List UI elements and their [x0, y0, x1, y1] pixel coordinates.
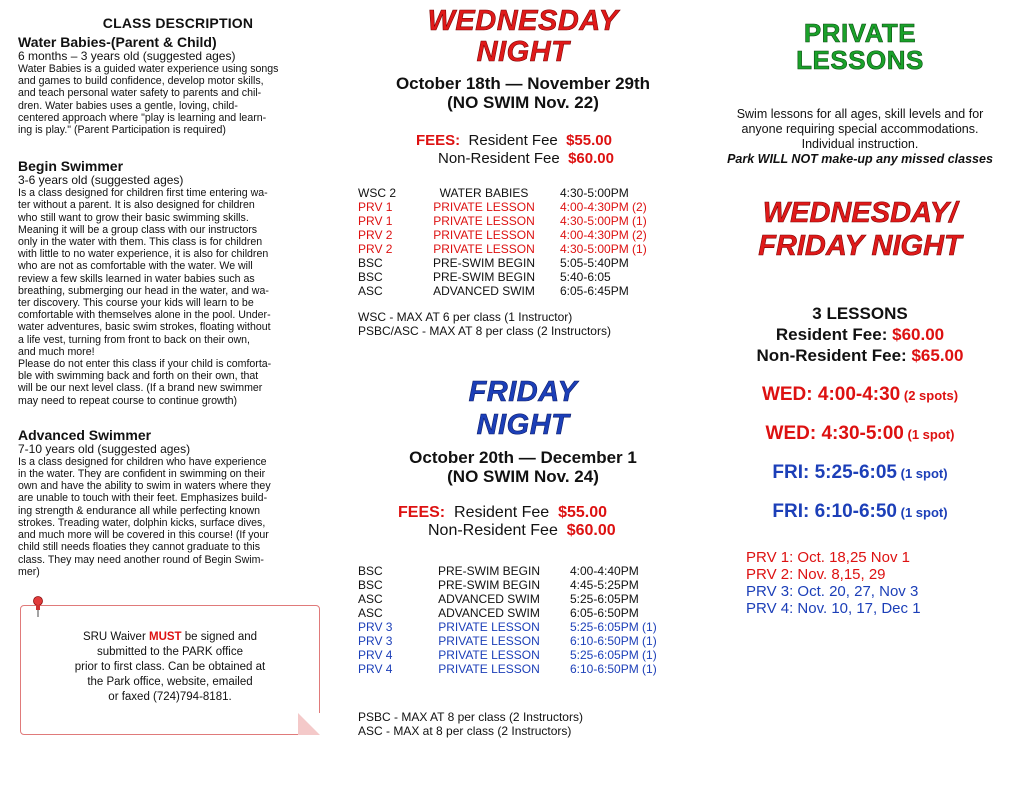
slot-item [700, 384, 1020, 406]
slot-item [700, 462, 1020, 484]
schedule-row [358, 270, 688, 284]
friday-no-swim: (NO SWIM Nov. 24) [447, 467, 599, 486]
wednesday-notes: WSC - MAX AT 6 per class (1 Instructor) PSBC/ASC - MAX AT 8 per class (2 Instructors) [358, 310, 611, 338]
class-name: WATER BABIES [439, 186, 529, 200]
class-name: ADVANCED SWIM [433, 284, 535, 298]
class-code: ASC [358, 606, 383, 620]
class-time: 5:25-6:05PM (1) [570, 620, 657, 634]
slot-time: FRI: 6:10-6:50 [772, 501, 898, 522]
class-name: PRIVATE LESSON [433, 214, 535, 228]
friday-schedule [358, 564, 688, 676]
class-code: BSC [358, 256, 383, 270]
slot-item [700, 501, 1020, 523]
must-emphasis: MUST [148, 631, 182, 643]
class-time: 5:40-6:05 [560, 270, 611, 284]
private-lesson-dates [746, 549, 1020, 617]
water-babies-section [18, 34, 338, 136]
class-name: PRE-SWIM BEGIN [437, 578, 540, 592]
class-time: 6:10-6:50PM (1) [570, 634, 657, 648]
wednesday-schedule [358, 186, 688, 298]
waiver-text: SRU Waiver MUST be signed and submitted to the PARK office prior to first class. Can be obtained at the Park office, website, emailed or faxed (724)794-8181. [74, 631, 266, 703]
slot-spots: (1 spot) [903, 427, 955, 442]
wednesday-fees: FEES: Resident Fee $55.00 Non-Resident Fee $60.00 [416, 132, 614, 167]
class-time: 6:05-6:45PM [560, 284, 629, 298]
section-heading: Begin Swimmer [18, 158, 124, 175]
slot-time: FRI: 5:25-6:05 [772, 462, 898, 483]
class-name: PRE-SWIM BEGIN [432, 270, 535, 284]
schedule-row [358, 634, 688, 648]
class-name: PRIVATE LESSON [438, 662, 540, 676]
class-time: 4:30-5:00PM (1) [560, 214, 647, 228]
private-fees: 3 LESSONS Resident Fee: $60.00 Non-Resident Fee: $65.00 [756, 304, 964, 365]
section-body: Water Babies is a guided water experience using songs and games to build confidence, develop motor skills, and teach personal water safety to parents and chil- dren. Water babies uses a gentle, loving, child- centered approach where "play is learning and learn- ing is play." (Parent Participation is required) [18, 63, 279, 137]
prv-date-line: PRV 2: Nov. 8,15, 29 [746, 566, 886, 583]
wednesday-night-heading: WEDNESDAY NIGHT [427, 5, 619, 68]
class-code: PRV 4 [358, 648, 393, 662]
private-slots [700, 384, 1020, 523]
slot-time: WED: 4:30-5:00 [765, 423, 904, 444]
section-body: Is a class designed for children who have experience in the water. They are confident in swimming on their own and have the ability to swim in waters where they are unable to touch with their feet. Emphasizes build- ing strength & endurance all while perfecting known strokes. Treading water, dolphin kicks, surface dives, and much more will be covered in this course! (If your child still needs floaties they cannot graduate to this class. They may need another round of Begin Swim- mer) [18, 455, 271, 578]
class-time: 4:00-4:30PM (2) [560, 200, 647, 214]
schedule-row [358, 578, 688, 592]
class-name: PRIVATE LESSON [438, 634, 540, 648]
private-lessons-column [700, 0, 1020, 790]
slot-spots: (2 spots) [900, 388, 959, 403]
schedule-row [358, 620, 688, 634]
schedule-row [358, 284, 688, 298]
friday-fees: FEES: Resident Fee $55.00 Non-Resident Fee $60.00 [398, 504, 616, 539]
schedule-row [358, 200, 688, 214]
waiver-note [20, 605, 320, 735]
class-code: PRV 2 [358, 228, 393, 242]
class-name: PRIVATE LESSON [433, 200, 535, 214]
section-heading: Advanced Swimmer [18, 426, 152, 443]
class-name: PRE-SWIM BEGIN [437, 564, 540, 578]
slot-time: WED: 4:00-4:30 [761, 384, 901, 405]
section-age: 6 months – 3 years old (suggested ages) [18, 49, 236, 63]
wednesday-friday-heading: WEDNESDAY/ FRIDAY NIGHT [758, 197, 962, 262]
section-age: 7-10 years old (suggested ages) [18, 441, 191, 456]
schedule-row [358, 186, 688, 200]
class-time: 6:05-6:50PM [570, 606, 639, 620]
class-code: PRV 3 [358, 620, 393, 634]
schedule-column [358, 0, 688, 790]
class-name: ADVANCED SWIM [438, 592, 540, 606]
schedule-row [358, 214, 688, 228]
class-description-column [18, 0, 338, 790]
private-lessons-heading: PRIVATE LESSONS [796, 18, 924, 75]
class-description-title: CLASS DESCRIPTION [102, 15, 254, 31]
class-code: BSC [358, 578, 383, 592]
prv-date-line: PRV 1: Oct. 18,25 Nov 1 [746, 549, 910, 566]
class-name: PRIVATE LESSON [438, 620, 540, 634]
wednesday-no-swim: (NO SWIM Nov. 22) [447, 93, 599, 112]
class-code: PRV 1 [358, 214, 393, 228]
begin-swimmer-section [18, 158, 338, 407]
schedule-row [358, 606, 688, 620]
class-code: ASC [358, 592, 383, 606]
schedule-row [358, 242, 688, 256]
class-name: PRIVATE LESSON [438, 648, 540, 662]
class-time: 4:00-4:40PM [570, 564, 639, 578]
prv-date-line: PRV 3: Oct. 20, 27, Nov 3 [746, 583, 919, 600]
wednesday-dates: October 18th — November 29th [395, 74, 651, 93]
section-age: 3-6 years old (suggested ages) [18, 173, 184, 188]
schedule-row [358, 564, 688, 578]
class-code: BSC [358, 564, 383, 578]
class-time: 6:10-6:50PM (1) [570, 662, 657, 676]
class-code: PRV 4 [358, 662, 393, 676]
class-time: 5:25-6:05PM (1) [570, 648, 657, 662]
page-curl [298, 713, 320, 735]
schedule-row [358, 592, 688, 606]
schedule-row [358, 662, 688, 676]
class-name: PRIVATE LESSON [433, 242, 535, 256]
schedule-row [358, 228, 688, 242]
class-code: BSC [358, 270, 383, 284]
class-time: 4:30-5:00PM [560, 186, 629, 200]
schedule-row [358, 648, 688, 662]
slot-spots: (1 spot) [897, 505, 948, 520]
class-time: 5:25-6:05PM [570, 592, 639, 606]
section-body: Is a class designed for children first time entering wa- ter without a parent. It is also designed for children who still want to grow their basic swimming skills. Meaning it will be a group class with our instructors only in the water with them. This class is for children with little to no water experience, it is also for children who are not as comfortable with the water. We will review a few skills learned in water babies such as breathing, submerging our head in the water, and wa- ter discovery. This course your kids will learn to be comfortable with themselves alone in the pool. Under- water adventures, basic swim strokes, floating without a life vest, turning from front to back on their own, and much more! Please do not enter this class if your child is comforta- ble with swimming back and forth on their own, that will be our next level class. (If a brand new swimmer may need to repeat course to continue growth) [18, 187, 272, 407]
class-code: PRV 1 [358, 200, 393, 214]
friday-night-heading: FRIDAY NIGHT [468, 376, 578, 441]
slot-spots: (1 spot) [897, 466, 948, 481]
class-code: PRV 2 [358, 242, 393, 256]
advanced-swimmer-section [18, 427, 338, 578]
class-code: ASC [358, 284, 383, 298]
slot-item [700, 423, 1020, 445]
class-time: 5:05-5:40PM [560, 256, 629, 270]
private-lessons-description: Swim lessons for all ages, skill levels and for anyone requiring special accommodations. Individual instruction. Park WILL NOT make-up any missed classes [727, 107, 993, 166]
class-name: ADVANCED SWIM [438, 606, 540, 620]
friday-dates: October 20th — December 1 [409, 448, 637, 467]
pushpin-icon [31, 596, 45, 618]
section-heading: Water Babies-(Parent & Child) [18, 34, 217, 50]
friday-notes: PSBC - MAX AT 8 per class (2 Instructors) ASC - MAX at 8 per class (2 Instructors) [358, 710, 583, 738]
class-time: 4:45-5:25PM [570, 578, 639, 592]
class-time: 4:00-4:30PM (2) [560, 228, 647, 242]
makeup-note: Park WILL NOT make-up any missed classes [727, 152, 993, 166]
prv-date-line: PRV 4: Nov. 10, 17, Dec 1 [746, 600, 921, 617]
class-code: PRV 3 [358, 634, 393, 648]
class-time: 4:30-5:00PM (1) [560, 242, 647, 256]
class-name: PRE-SWIM BEGIN [432, 256, 535, 270]
class-code: WSC 2 [358, 186, 397, 200]
schedule-row [358, 256, 688, 270]
class-name: PRIVATE LESSON [433, 228, 535, 242]
